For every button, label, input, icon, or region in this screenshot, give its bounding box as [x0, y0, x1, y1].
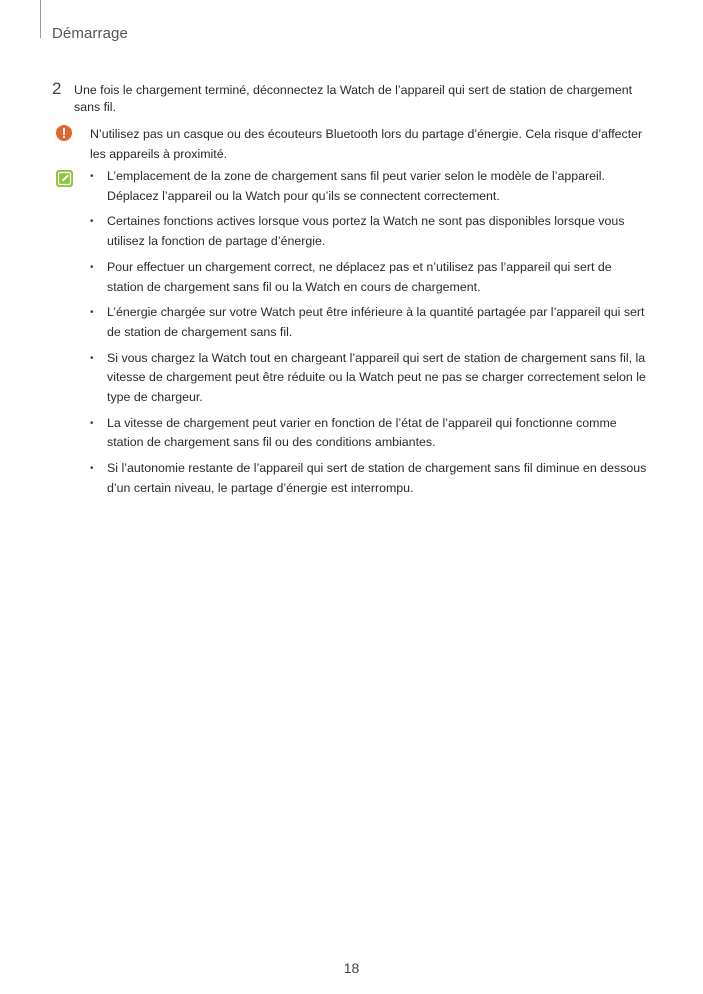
note-item-text: Si vous chargez la Watch tout en chargeant l’appareil qui sert de station de chargement sans fil, la vitesse de chargement peut être réduite ou la Watch peut ne pas se charger correctement selon le type de chargeur. [107, 350, 646, 405]
bullet-marker: • [90, 352, 94, 364]
note-item-text: L’énergie chargée sur votre Watch peut être inférieure à la quantité partagée par l’appareil qui sert de station de chargement sans fil. [107, 305, 645, 339]
bullet-marker: • [90, 417, 94, 429]
note-item-text: L’emplacement de la zone de chargement sans fil peut varier selon le modèle de l’appareil. Déplacez l’appareil ou la Watch pour qu’ils se connectent correctement. [107, 169, 605, 203]
note-item [88, 459, 650, 498]
bullet-marker: • [90, 171, 94, 182]
caution-text: N’utilisez pas un casque ou des écouteurs Bluetooth lors du partage d’énergie. Cela risque d’affecter les appareils à proximité. [90, 127, 643, 161]
bullet-marker: • [90, 261, 94, 273]
note-item [88, 349, 650, 408]
note-item [88, 212, 650, 251]
note-pencil-icon [56, 170, 73, 187]
note-item-text: La vitesse de chargement peut varier en fonction de l’état de l’appareil qui fonctionne comme station de chargement sans fil ou des conditions ambiantes. [107, 415, 617, 450]
note-item [88, 414, 650, 453]
note-item-text: Si l’autonomie restante de l’appareil qui sert de station de chargement sans fil diminue en dessous d’un certain niveau, le partage d’énergie est interrompu. [107, 461, 647, 495]
note-item [88, 167, 650, 206]
note-item [88, 303, 650, 342]
page-number: 18 [343, 960, 360, 976]
note-item-text: Certaines fonctions actives lorsque vous portez la Watch ne sont pas disponibles lorsque vous utilisez la fonction de partage d’énergie. [107, 214, 625, 249]
note-item-text: Pour effectuer un chargement correct, ne déplacez pas et n’utilisez pas l’appareil qui sert de station de chargement sans fil ou la Watch en cours de chargement. [107, 259, 612, 294]
bullet-marker: • [90, 463, 94, 475]
caution-icon [56, 125, 72, 141]
note-list [88, 167, 650, 505]
step-number: 2 [52, 79, 62, 98]
step-text: Une fois le chargement terminé, déconnectez la Watch de l’appareil qui sert de station de chargement sans fil. [74, 83, 633, 114]
step-2 [52, 79, 642, 116]
section-title: Démarrage [52, 25, 128, 42]
margin-rule [40, 0, 41, 38]
note-item [88, 258, 650, 297]
bullet-marker: • [90, 307, 94, 319]
bullet-marker: • [90, 216, 94, 228]
